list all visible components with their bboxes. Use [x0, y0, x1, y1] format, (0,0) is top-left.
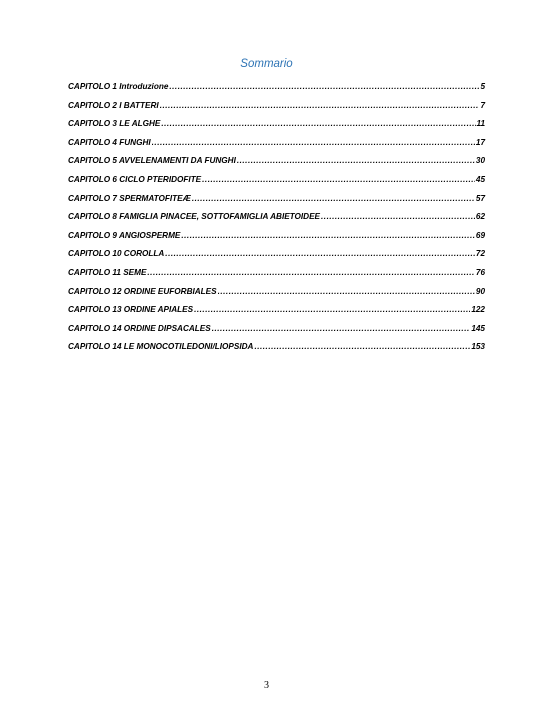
toc-entry-label: CAPITOLO 9 ANGIOSPERME — [68, 230, 181, 240]
toc-entry-label: CAPITOLO 4 FUNGHI — [68, 137, 151, 147]
toc-entry-page: 17 — [475, 137, 485, 147]
toc-entry-page: 7 — [480, 100, 485, 110]
toc-entry-label: CAPITOLO 10 COROLLA — [68, 249, 165, 259]
toc-entry-label: CAPITOLO 5 AVVELENAMENTI DA FUNGHI — [68, 156, 236, 166]
toc-entry-label: CAPITOLO 12 ORDINE EUFORBIALES — [68, 286, 217, 296]
toc-title: Sommario — [240, 58, 293, 70]
toc-entry-page: 30 — [475, 156, 485, 166]
toc-dot-leader — [218, 287, 475, 296]
toc-entry-label: CAPITOLO 1 Introduzione — [68, 82, 169, 91]
page-number: 3 — [264, 680, 269, 691]
toc-entry[interactable] — [68, 342, 485, 361]
toc-entry-page: 90 — [475, 286, 485, 296]
toc-dot-leader — [321, 212, 475, 221]
toc-entry[interactable] — [68, 287, 485, 306]
toc-entry-page: 69 — [475, 230, 485, 240]
toc-dot-leader — [169, 82, 479, 91]
toc-dot-leader — [160, 101, 480, 110]
table-of-contents — [68, 82, 485, 361]
toc-entry-page: 72 — [475, 249, 485, 259]
toc-entry[interactable] — [68, 101, 485, 120]
toc-entry[interactable] — [68, 324, 485, 343]
toc-entry-label: CAPITOLO 3 LE ALGHE — [68, 119, 161, 129]
toc-entry-page: 122 — [471, 305, 485, 315]
toc-entry[interactable] — [68, 119, 485, 138]
toc-dot-leader — [161, 119, 475, 128]
toc-dot-leader — [202, 175, 475, 184]
toc-entry-page: 5 — [480, 82, 485, 91]
toc-entry-label: CAPITOLO 7 SPERMATOFITEÆ — [68, 193, 191, 203]
toc-dot-leader — [152, 138, 475, 147]
toc-entry[interactable] — [68, 268, 485, 287]
toc-entry-label: CAPITOLO 6 CICLO PTERIDOFITE — [68, 174, 202, 184]
toc-dot-leader — [254, 342, 470, 351]
toc-dot-leader — [237, 156, 475, 165]
toc-entry[interactable] — [68, 175, 485, 194]
toc-dot-leader — [147, 268, 474, 277]
toc-entry-label: CAPITOLO 14 ORDINE DIPSACALES — [68, 323, 211, 333]
toc-entry-label: CAPITOLO 2 I BATTERI — [68, 100, 159, 110]
toc-entry[interactable] — [68, 249, 485, 268]
toc-entry-page: 57 — [475, 193, 485, 203]
toc-entry[interactable] — [68, 138, 485, 157]
toc-entry-page: 145 — [471, 323, 485, 333]
toc-dot-leader — [192, 194, 475, 203]
toc-entry-page: 76 — [475, 267, 485, 277]
toc-entry-page: 153 — [471, 342, 485, 352]
toc-dot-leader — [181, 231, 475, 240]
toc-dot-leader — [194, 305, 470, 314]
toc-entry-label: CAPITOLO 8 FAMIGLIA PINACEE, SOTTOFAMIGLIA ABIETOIDEE — [68, 212, 321, 222]
toc-entry-label: CAPITOLO 13 ORDINE APIALES — [68, 305, 194, 315]
toc-entry-page: 45 — [475, 174, 485, 184]
toc-entry[interactable] — [68, 212, 485, 231]
toc-entry[interactable] — [68, 231, 485, 250]
toc-dot-leader — [212, 324, 471, 333]
toc-entry-page: 11 — [476, 119, 485, 129]
toc-entry[interactable] — [68, 82, 485, 101]
toc-dot-leader — [165, 249, 475, 258]
toc-entry[interactable] — [68, 194, 485, 213]
toc-entry-label: CAPITOLO 14 LE MONOCOTILEDONI/LIOPSIDA — [68, 342, 254, 352]
toc-entry[interactable] — [68, 305, 485, 324]
toc-entry-page: 62 — [475, 212, 485, 222]
toc-entry[interactable] — [68, 156, 485, 175]
toc-entry-label: CAPITOLO 11 SEME — [68, 267, 147, 277]
